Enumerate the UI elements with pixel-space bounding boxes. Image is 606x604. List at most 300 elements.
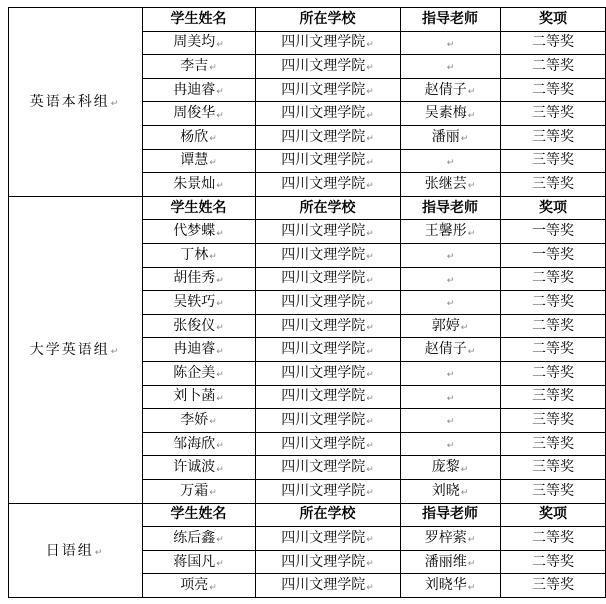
table-cell-name [142, 290, 255, 314]
paragraph-mark-icon: ↵ [467, 559, 476, 570]
cell-text: 二等奖 [532, 293, 574, 310]
table-cell-school [255, 385, 400, 409]
table-cell-teacher [400, 243, 500, 267]
grid-line [142, 597, 606, 598]
table-cell-name [142, 54, 255, 78]
table-cell-award [500, 573, 606, 597]
paragraph-mark-icon: ↵ [209, 252, 217, 263]
header-teacher [400, 196, 500, 220]
table-cell-teacher [400, 337, 500, 361]
cell-text: 一等奖 [532, 223, 574, 240]
paragraph-mark-icon: ↵ [366, 417, 374, 428]
cell-text: 赵倩子 [424, 81, 467, 98]
grid-line [142, 172, 606, 173]
grid-line [142, 196, 606, 197]
paragraph-mark-icon: ↵ [216, 393, 224, 404]
cell-text: 四川文理学院 [281, 81, 366, 98]
paragraph-mark-icon: ↵ [467, 535, 476, 546]
paragraph-mark-icon: ↵ [216, 110, 224, 121]
table-cell-name [142, 526, 255, 550]
cell-text: 奖项 [539, 10, 567, 27]
cell-text: 代梦蝶 [173, 223, 216, 240]
cell-text: 奖项 [539, 199, 567, 216]
paragraph-mark-icon: ↵ [209, 157, 217, 168]
cell-text: 三等奖 [532, 105, 574, 122]
table-cell-award [500, 385, 606, 409]
cell-text: 庞黎 [431, 459, 460, 476]
table-cell-teacher [400, 54, 500, 78]
grid-line [142, 31, 606, 32]
cell-text: 二等奖 [532, 317, 574, 334]
paragraph-mark-icon: ↵ [366, 370, 374, 381]
cell-text: 学生姓名 [170, 199, 227, 216]
table-cell-name [142, 455, 255, 479]
table-cell-award [500, 479, 606, 503]
paragraph-mark-icon: ↵ [216, 559, 224, 570]
grid-line [142, 503, 606, 504]
table-cell-award [500, 78, 606, 102]
table-cell-name [142, 125, 255, 149]
grid-line [142, 573, 606, 574]
cell-text: 奖项 [539, 506, 567, 523]
paragraph-mark-icon: ↵ [366, 441, 374, 452]
grid-line [142, 243, 606, 244]
paragraph-mark-icon: ↵ [366, 63, 374, 74]
cell-text: 指导老师 [422, 199, 478, 216]
cell-text: 四川文理学院 [281, 223, 366, 240]
cell-text: 四川文理学院 [281, 105, 366, 122]
table-cell-school [255, 573, 400, 597]
paragraph-mark-icon: ↵ [446, 39, 455, 50]
cell-text: 二等奖 [532, 34, 574, 51]
paragraph-mark-icon: ↵ [209, 582, 217, 593]
header-school [255, 503, 400, 527]
header-teacher [400, 7, 500, 31]
cell-text: 二等奖 [532, 81, 574, 98]
cell-text: 四川文理学院 [281, 411, 366, 428]
table-cell-award [500, 337, 606, 361]
cell-text: 二等奖 [532, 341, 574, 358]
table-cell-teacher [400, 101, 500, 125]
table-cell-school [255, 149, 400, 173]
cell-text: 蒋国凡 [173, 553, 216, 570]
grid-line [142, 408, 606, 409]
cell-text: 指导老师 [422, 506, 478, 523]
cell-text: 二等奖 [532, 57, 574, 74]
table-cell-name [142, 31, 255, 55]
paragraph-mark-icon: ↵ [366, 157, 374, 168]
cell-text: 学生姓名 [170, 10, 227, 27]
grid-line [142, 290, 606, 291]
table-cell-award [500, 219, 606, 243]
cell-text: 刘晓华 [424, 577, 467, 594]
grid-line [142, 337, 606, 338]
table-cell-teacher [400, 172, 500, 196]
table-cell-teacher [400, 78, 500, 102]
table-cell-school [255, 125, 400, 149]
table-cell-teacher [400, 125, 500, 149]
table-cell-teacher [400, 290, 500, 314]
table-cell-name [142, 149, 255, 173]
cell-text: 三等奖 [532, 411, 574, 428]
cell-text: 三等奖 [532, 152, 574, 169]
table-cell-teacher [400, 573, 500, 597]
table-cell-school [255, 550, 400, 574]
table-cell-teacher [400, 267, 500, 291]
cell-text: 李吉 [180, 57, 209, 74]
paragraph-mark-icon: ↵ [467, 110, 476, 121]
cell-text: 刘卜菡 [173, 388, 216, 405]
paragraph-mark-icon: ↵ [216, 275, 224, 286]
header-award [500, 196, 606, 220]
cell-text: 四川文理学院 [281, 341, 366, 358]
table-cell-award [500, 361, 606, 385]
grid-line [142, 219, 606, 220]
grid-line [142, 479, 606, 480]
cell-text: 赵倩子 [424, 341, 467, 358]
cell-text: 四川文理学院 [281, 553, 366, 570]
group-label [8, 7, 142, 196]
cell-text: 周俊华 [173, 105, 216, 122]
cell-text: 一等奖 [532, 246, 574, 263]
paragraph-mark-icon: ↵ [467, 346, 476, 357]
paragraph-mark-icon: ↵ [366, 535, 374, 546]
grid-line [8, 503, 9, 597]
header-award [500, 7, 606, 31]
paragraph-mark-icon: ↵ [216, 346, 224, 357]
grid-line [8, 196, 9, 503]
table-cell-name [142, 550, 255, 574]
paragraph-mark-icon: ↵ [366, 346, 374, 357]
cell-text: 杨欣 [180, 128, 209, 145]
cell-text: 万霜 [180, 482, 209, 499]
grid-line [142, 550, 606, 551]
paragraph-mark-icon: ↵ [110, 99, 121, 110]
paragraph-mark-icon: ↵ [446, 441, 455, 452]
paragraph-mark-icon: ↵ [467, 582, 476, 593]
table-cell-award [500, 172, 606, 196]
cell-text: 胡佳秀 [173, 270, 216, 287]
header-name [142, 196, 255, 220]
table-cell-school [255, 243, 400, 267]
table-cell-name [142, 101, 255, 125]
table-cell-name [142, 361, 255, 385]
cell-text: 四川文理学院 [281, 482, 366, 499]
table-cell-school [255, 219, 400, 243]
table-cell-name [142, 267, 255, 291]
cell-text: 张继芸 [424, 175, 467, 192]
paragraph-mark-icon: ↵ [366, 559, 374, 570]
paragraph-mark-icon: ↵ [94, 547, 105, 558]
paragraph-mark-icon: ↵ [446, 417, 455, 428]
table-cell-name [142, 78, 255, 102]
cell-text: 四川文理学院 [281, 34, 366, 51]
table-cell-name [142, 314, 255, 338]
paragraph-mark-icon: ↵ [446, 299, 455, 310]
paragraph-mark-icon: ↵ [110, 347, 121, 358]
cell-text: 三等奖 [532, 388, 574, 405]
cell-text: 王馨彤 [424, 223, 467, 240]
table-cell-award [500, 267, 606, 291]
cell-text: 四川文理学院 [281, 152, 366, 169]
cell-text: 三等奖 [532, 435, 574, 452]
grid-line [142, 267, 606, 268]
cell-text: 李娇 [180, 411, 209, 428]
grid-line [400, 7, 401, 597]
cell-text: 冉迪睿 [173, 341, 216, 358]
cell-text: 四川文理学院 [281, 175, 366, 192]
cell-text: 学生姓名 [170, 506, 227, 523]
table-cell-teacher [400, 385, 500, 409]
table-cell-award [500, 101, 606, 125]
cell-text: 三等奖 [532, 175, 574, 192]
table-cell-school [255, 479, 400, 503]
table-cell-teacher [400, 550, 500, 574]
table-cell-teacher [400, 455, 500, 479]
paragraph-mark-icon: ↵ [366, 488, 374, 499]
grid-line [142, 125, 606, 126]
paragraph-mark-icon: ↵ [446, 275, 455, 286]
table-cell-award [500, 243, 606, 267]
table-cell-teacher [400, 361, 500, 385]
cell-text: 周美均 [173, 34, 216, 51]
cell-text: 二等奖 [532, 529, 574, 546]
cell-text: 四川文理学院 [281, 529, 366, 546]
paragraph-mark-icon: ↵ [366, 323, 374, 334]
paragraph-mark-icon: ↵ [209, 417, 217, 428]
cell-text: 三等奖 [532, 128, 574, 145]
table-cell-teacher [400, 526, 500, 550]
table-cell-teacher [400, 432, 500, 456]
paragraph-mark-icon: ↵ [446, 370, 455, 381]
table-cell-school [255, 54, 400, 78]
cell-text: 潘丽维 [424, 553, 467, 570]
paragraph-mark-icon: ↵ [446, 157, 455, 168]
paragraph-mark-icon: ↵ [209, 63, 217, 74]
cell-text: 所在学校 [299, 506, 356, 523]
paragraph-mark-icon: ↵ [216, 370, 224, 381]
cell-text: 二等奖 [532, 553, 574, 570]
cell-text: 朱景灿 [173, 175, 216, 192]
grid-line [255, 7, 256, 597]
header-teacher [400, 503, 500, 527]
paragraph-mark-icon: ↵ [366, 110, 374, 121]
table-cell-school [255, 314, 400, 338]
cell-text: 英语本科组 [29, 94, 110, 111]
paragraph-mark-icon: ↵ [366, 134, 374, 145]
paragraph-mark-icon: ↵ [460, 464, 469, 475]
cell-text: 刘晓 [431, 482, 460, 499]
header-award [500, 503, 606, 527]
cell-text: 四川文理学院 [281, 388, 366, 405]
cell-text: 练后鑫 [173, 529, 216, 546]
paragraph-mark-icon: ↵ [216, 228, 224, 239]
grid-line [8, 7, 142, 8]
paragraph-mark-icon: ↵ [460, 134, 469, 145]
cell-text: 二等奖 [532, 270, 574, 287]
paragraph-mark-icon: ↵ [209, 488, 217, 499]
table-cell-school [255, 337, 400, 361]
cell-text: 郭婷 [431, 317, 460, 334]
cell-text: 四川文理学院 [281, 128, 366, 145]
cell-text: 所在学校 [299, 199, 356, 216]
grid-line [8, 7, 9, 196]
paragraph-mark-icon: ↵ [366, 87, 374, 98]
table-cell-name [142, 408, 255, 432]
grid-line [500, 7, 501, 597]
table-cell-school [255, 101, 400, 125]
group-label [8, 196, 142, 503]
cell-text: 三等奖 [532, 459, 574, 476]
header-school [255, 7, 400, 31]
paragraph-mark-icon: ↵ [209, 134, 217, 145]
grid-line [8, 597, 142, 598]
table-cell-name [142, 337, 255, 361]
paragraph-mark-icon: ↵ [366, 228, 374, 239]
grid-line [142, 54, 606, 55]
cell-text: 三等奖 [532, 577, 574, 594]
paragraph-mark-icon: ↵ [366, 582, 374, 593]
grid-line [142, 361, 606, 362]
cell-text: 许诚波 [173, 459, 216, 476]
table-cell-school [255, 267, 400, 291]
cell-text: 潘丽 [431, 128, 460, 145]
table-cell-name [142, 479, 255, 503]
grid-line [142, 526, 606, 527]
paragraph-mark-icon: ↵ [366, 252, 374, 263]
table-cell-teacher [400, 219, 500, 243]
paragraph-mark-icon: ↵ [366, 275, 374, 286]
table-cell-award [500, 550, 606, 574]
grid-line [8, 196, 142, 197]
paragraph-mark-icon: ↵ [216, 464, 224, 475]
cell-text: 四川文理学院 [281, 246, 366, 263]
paragraph-mark-icon: ↵ [366, 181, 374, 192]
paragraph-mark-icon: ↵ [216, 39, 224, 50]
cell-text: 所在学校 [299, 10, 356, 27]
paragraph-mark-icon: ↵ [366, 299, 374, 310]
paragraph-mark-icon: ↵ [446, 63, 455, 74]
paragraph-mark-icon: ↵ [467, 87, 476, 98]
cell-text: 四川文理学院 [281, 459, 366, 476]
cell-text: 张俊仪 [173, 317, 216, 334]
paragraph-mark-icon: ↵ [467, 228, 476, 239]
table-cell-name [142, 219, 255, 243]
table-cell-school [255, 361, 400, 385]
paragraph-mark-icon: ↵ [446, 393, 455, 404]
table-cell-name [142, 432, 255, 456]
paragraph-mark-icon: ↵ [446, 252, 455, 263]
table-cell-school [255, 172, 400, 196]
table-cell-school [255, 408, 400, 432]
grid-line [8, 503, 142, 504]
cell-text: 四川文理学院 [281, 364, 366, 381]
cell-text: 指导老师 [422, 10, 478, 27]
table-cell-award [500, 432, 606, 456]
grid-line [142, 149, 606, 150]
grid-line [142, 7, 606, 8]
cell-text: 吴素梅 [424, 105, 467, 122]
grid-line [142, 385, 606, 386]
cell-text: 四川文理学院 [281, 270, 366, 287]
grid-line [142, 432, 606, 433]
table-cell-award [500, 455, 606, 479]
cell-text: 四川文理学院 [281, 293, 366, 310]
table-cell-name [142, 385, 255, 409]
grid-line [142, 78, 606, 79]
table-cell-school [255, 432, 400, 456]
table-cell-award [500, 125, 606, 149]
table-cell-school [255, 290, 400, 314]
table-cell-award [500, 314, 606, 338]
cell-text: 吴轶巧 [173, 293, 216, 310]
grid-line [142, 101, 606, 102]
paragraph-mark-icon: ↵ [366, 464, 374, 475]
cell-text: 四川文理学院 [281, 317, 366, 334]
cell-text: 邹海欣 [173, 435, 216, 452]
header-name [142, 7, 255, 31]
cell-text: 陈企美 [173, 364, 216, 381]
table-cell-award [500, 290, 606, 314]
table-cell-teacher [400, 149, 500, 173]
grid-line [142, 455, 606, 456]
paragraph-mark-icon: ↵ [366, 393, 374, 404]
grid-line [142, 7, 143, 597]
table-cell-name [142, 243, 255, 267]
table-cell-name [142, 172, 255, 196]
table-cell-school [255, 526, 400, 550]
header-name [142, 503, 255, 527]
grid-line [142, 314, 606, 315]
paragraph-mark-icon: ↵ [216, 441, 224, 452]
table-cell-award [500, 54, 606, 78]
table-cell-school [255, 31, 400, 55]
cell-text: 四川文理学院 [281, 577, 366, 594]
paragraph-mark-icon: ↵ [216, 299, 224, 310]
cell-text: 冉迪睿 [173, 81, 216, 98]
cell-text: 大学英语组 [29, 342, 110, 359]
table-cell-award [500, 408, 606, 432]
table-cell-teacher [400, 479, 500, 503]
table-cell-award [500, 149, 606, 173]
table-cell-teacher [400, 408, 500, 432]
group-label [8, 503, 142, 597]
cell-text: 四川文理学院 [281, 57, 366, 74]
header-school [255, 196, 400, 220]
paragraph-mark-icon: ↵ [216, 181, 224, 192]
table-cell-school [255, 455, 400, 479]
cell-text: 谭慧 [180, 152, 209, 169]
table-cell-award [500, 31, 606, 55]
paragraph-mark-icon: ↵ [216, 323, 224, 334]
cell-text: 四川文理学院 [281, 435, 366, 452]
paragraph-mark-icon: ↵ [366, 39, 374, 50]
table-cell-school [255, 78, 400, 102]
table-cell-teacher [400, 31, 500, 55]
paragraph-mark-icon: ↵ [467, 181, 476, 192]
table-cell-award [500, 526, 606, 550]
cell-text: 丁林 [180, 246, 209, 263]
cell-text: 罗梓萦 [424, 529, 467, 546]
table-cell-name [142, 573, 255, 597]
cell-text: 二等奖 [532, 364, 574, 381]
cell-text: 项亮 [180, 577, 209, 594]
paragraph-mark-icon: ↵ [460, 488, 469, 499]
paragraph-mark-icon: ↵ [460, 323, 469, 334]
cell-text: 三等奖 [532, 482, 574, 499]
paragraph-mark-icon: ↵ [216, 535, 224, 546]
table-cell-teacher [400, 314, 500, 338]
